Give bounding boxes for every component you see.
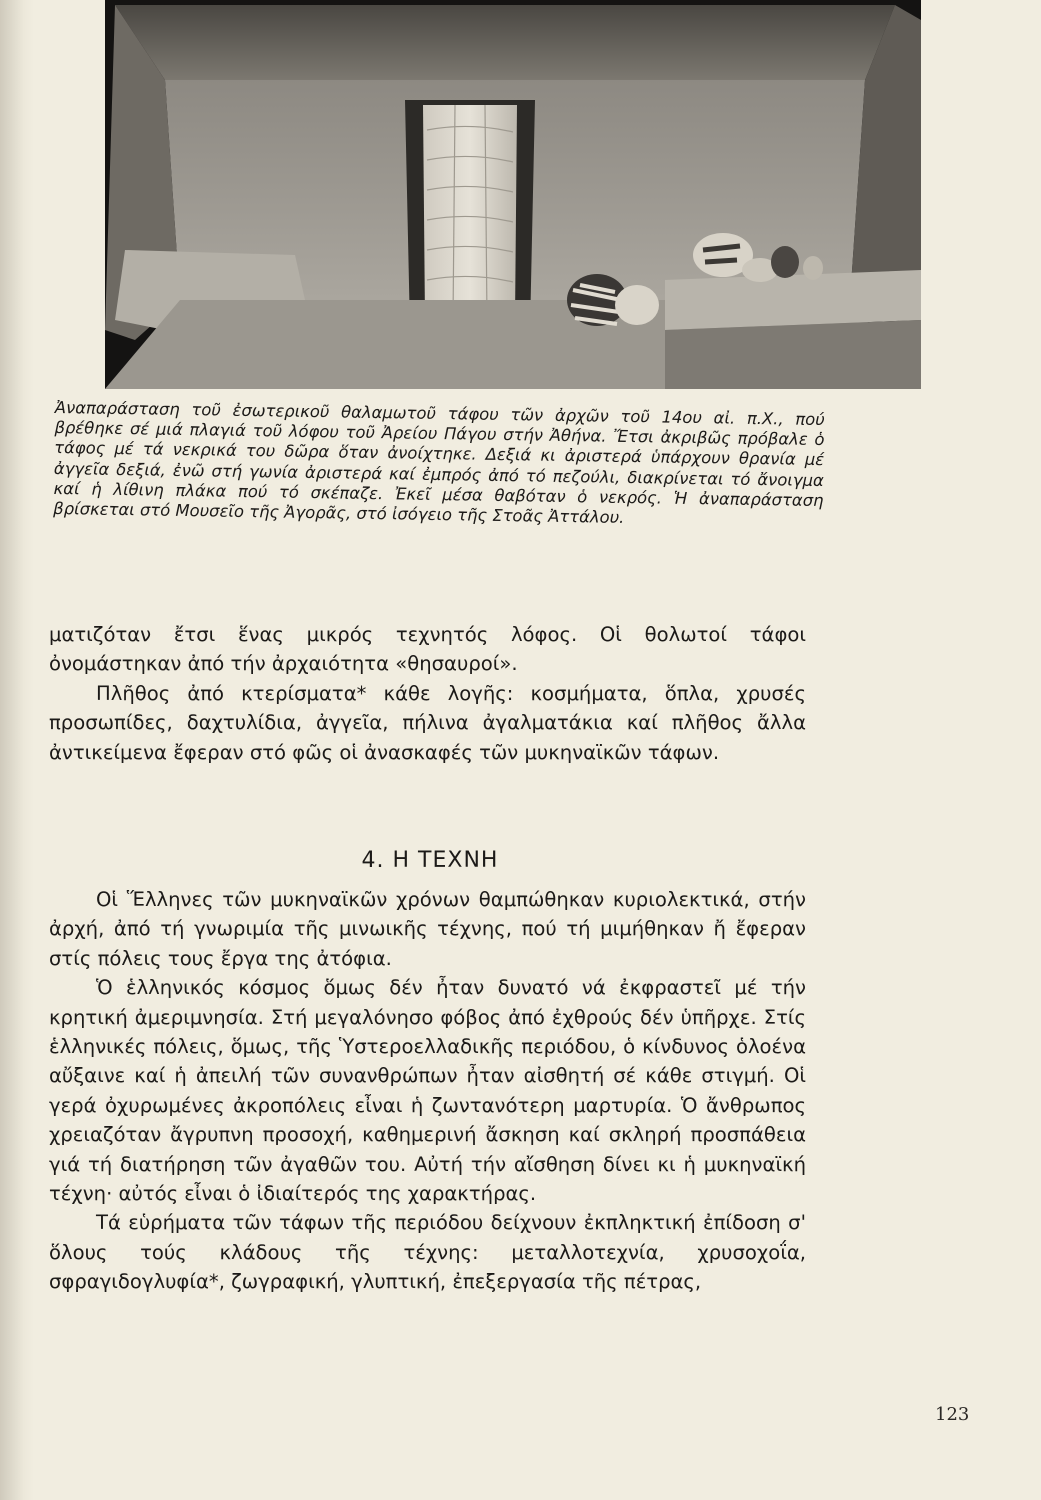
- paragraph: Οἱ Ἕλληνες τῶν μυκηναϊκῶν χρόνων θαμπώθηκαν κυριολεκτικά, στήν ἀρχή, ἀπό τή γνωριμία τῆς μινωικῆς τέχνης, πού τή μιμήθηκαν ἤ ἔφεραν στίς πόλεις τους ἔργα της ἀτόφια.: [49, 888, 806, 970]
- figure-caption-text: Ἀναπαράσταση τοῦ ἐσωτερικοῦ θαλαμωτοῦ τάφου τῶν ἀρχῶν τοῦ 14ου αἰ. π.Χ., πού βρέθηκε σέ μιά πλαγιά τοῦ λόφου τοῦ Ἀρείου Πάγου στήν Ἀθήνα. Ἔτσι ἀκριβῶς πρόβαλε ὁ τάφος μέ τά νεκρικά του δῶρα ὅταν ἀνοίχτηκε. Δεξιά κι ἀριστερά ὑπάρχουν θρανία μέ ἀγγεῖα δεξιά, ἐνῶ στή γωνία ἀριστερά καί ἐμπρός ἀπό τό πεζούλι, διακρίνεται τό ἄνοιγμα καί ἡ λίθινη πλάκα πού τό σκέπαζε. Ἐκεῖ μέσα θαβόταν ὁ νεκρός. Ἡ ἀναπαράσταση βρίσκεται στό Μουσεῖο τῆς Ἀγορᾶς, στό ἰσόγειο τῆς Στοᾶς Ἀττάλου.: [53, 398, 825, 527]
- section-heading: 4. Η ΤΕΧΝΗ: [361, 848, 499, 873]
- paragraph: Ὁ ἑλληνικός κόσμος ὅμως δέν ἦταν δυνατό νά ἐκφραστεῖ μέ τήν κρητική ἀμεριμνησία. Στή μεγαλόνησο φόβος ἀπό ἐχθρούς δέν ὑπῆρχε. Στίς ἑλληνικές πόλεις, ὅμως, τῆς Ὑστεροελλαδικῆς περιόδου, ὁ κίνδυνος ὁλοένα αὔξαινε καί ἡ ἀπειλή τῶν συνανθρώπων ἦταν αἰσθητή σέ κάθε στιγμή. Οἱ γερά ὀχυρωμένες ἀκροπόλεις εἶναι ἡ ζωντανότερη μαρτυρία. Ὁ ἄνθρωπος χρειαζόταν ἄγρυπνη προσοχή, καθημερινή ἄσκηση καί σκληρή προσπάθεια γιά τή διατήρηση τῶν ἀγαθῶν του. Αὐτή τήν αἴσθηση δίνει κι ἡ μυκηναϊκή τέχνη· αὐτός εἶναι ὁ ἰδιαίτερός της χαρακτήρας.: [49, 976, 806, 1206]
- page-gutter-shadow: [0, 0, 34, 1500]
- tomb-reconstruction-photo: [105, 0, 921, 389]
- paragraph: Πλῆθος ἀπό κτερίσματα* κάθε λογῆς: κοσμήματα, ὅπλα, χρυσές προσωπίδες, δαχτυλίδια, ἀγγεῖα, πήλινα ἀγαλματάκια καί πλῆθος ἄλλα ἀντικείμενα ἔφεραν στό φῶς οἱ ἀνασκαφές τῶν μυκηναϊκῶν τάφων.: [49, 681, 806, 764]
- paragraph: Τά εὑρήματα τῶν τάφων τῆς περιόδου δείχνουν ἐκπληκτική ἐπίδοση σ' ὅλους τούς κλάδους τῆς τέχνης: μεταλλοτεχνία, χρυσοχοΐα, σφραγιδογλυφία*, ζωγραφική, γλυπτική, ἐπεξεργασία τῆς πέτρας,: [49, 1211, 806, 1294]
- text-block-before-heading: [49, 620, 806, 767]
- page-number: 123: [935, 1404, 970, 1425]
- paragraph: ματιζόταν ἔτσι ἕνας μικρός τεχνητός λόφος. Οἱ θολωτοί τάφοι ὀνομάστηκαν ἀπό τήν ἀρχαιότητα «θησαυροί».: [49, 623, 806, 676]
- figure-caption: [53, 398, 825, 531]
- text-block-after-heading: [49, 885, 806, 1297]
